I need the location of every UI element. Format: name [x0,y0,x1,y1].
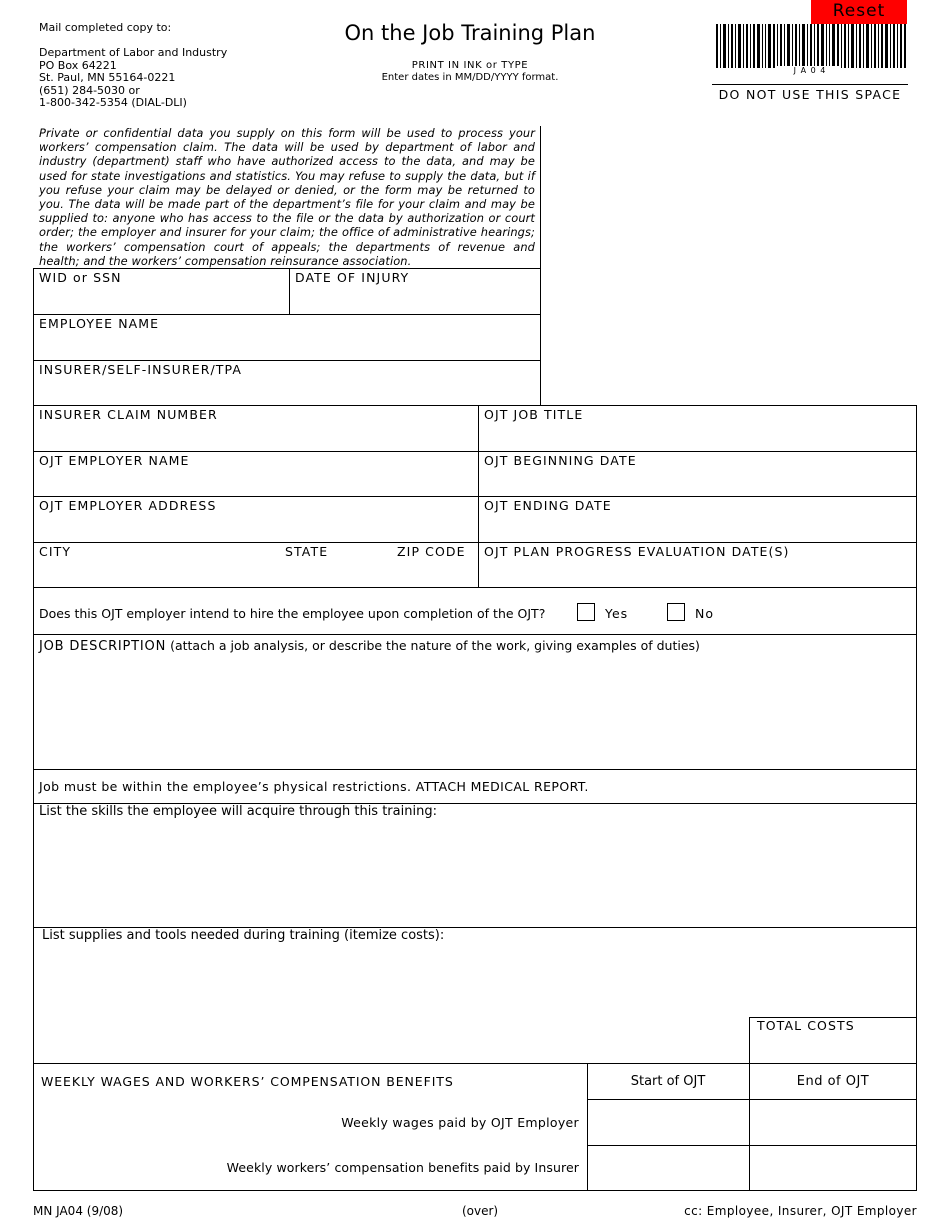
date-format-note: Enter dates in MM/DD/YYYY format. [381,72,559,83]
address-line: PO Box 64221 [39,58,117,72]
print-note: PRINT IN INK or TYPE [411,60,529,71]
address-line: (651) 284-5030 or [39,83,140,97]
city-field[interactable] [35,560,275,586]
ojt-job-title-field[interactable] [480,423,915,450]
date-of-injury-field[interactable] [291,286,538,313]
ojt-job-title-label: OJT JOB TITLE [484,407,584,422]
job-description-field[interactable] [35,652,915,767]
zip-code-field[interactable] [390,560,476,586]
rule [587,1099,917,1100]
rule [587,1145,917,1146]
ojt-employer-address-label: OJT EMPLOYER ADDRESS [39,498,217,513]
hire-question: Does this OJT employer intend to hire the employee upon completion of the OJT? [39,606,546,621]
ojt-beginning-date-label: OJT BEGINNING DATE [484,453,637,468]
barcode-text: J A 0 4 [793,66,827,75]
page-title: On the Job Training Plan [344,21,596,45]
weekly-benefits-label: Weekly workers’ compensation benefits paid by Insurer [226,1160,579,1175]
rule [33,769,917,770]
rule [33,587,34,1191]
hire-no-label: No [695,606,714,621]
state-label: STATE [285,544,329,559]
rule [540,126,541,406]
physical-restrictions-note: Job must be within the employee’s physical restrictions. ATTACH MEDICAL REPORT. [39,779,589,794]
address-line: St. Paul, MN 55164-0221 [39,71,176,84]
mail-to-label: Mail completed copy to: [39,21,172,34]
rule [916,405,917,1063]
ojt-beginning-date-field[interactable] [480,469,915,495]
insurer-field[interactable] [35,378,538,404]
employee-name-label: EMPLOYEE NAME [39,316,160,331]
total-costs-label: TOTAL COSTS [757,1018,855,1033]
rule [33,1063,917,1064]
weekly-benefits-end-field[interactable] [751,1147,915,1189]
weekly-wages-label: Weekly wages paid by OJT Employer [341,1115,579,1130]
weekly-benefits-start-field[interactable] [589,1147,747,1189]
wid-ssn-label: WID or SSN [39,270,122,285]
address-line: 1-800-342-5354 (DIAL-DLI) [39,96,187,109]
total-costs-field[interactable] [751,1034,915,1062]
cc-note: cc: Employee, Insurer, OJT Employer [684,1204,917,1218]
ojt-employer-name-label: OJT EMPLOYER NAME [39,453,190,468]
job-description-hint: (attach a job analysis, or describe the nature of the work, giving examples of duties) [166,638,700,653]
rule [33,542,917,543]
rule [33,587,917,588]
reset-button[interactable]: Reset [811,0,907,24]
rule [33,360,541,361]
start-of-ojt-header: Start of OJT [630,1074,706,1089]
insurer-claim-number-field[interactable] [35,423,476,450]
rule [289,268,290,315]
privacy-notice: Private or confidential data you supply on this form will be used to process your workers’ compensation claim. The data will be used by department of labor and industry (department) staff who have authorized access to the data, and may be used for state investigations and statistics. You may refuse to supply the data, but if you refuse your claim may be delayed or denied, or the form may be returned to you. The data will be made part of the department’s file for your claim and may be supplied to: anyone who has access to the file or the data by authorization or court order; the employer and insurer for your claim; the office of administrative hearings; the workers’ compensation court of appeals; the departments of revenue and health; and the workers’ compensation reinsurance association. [39,126,535,268]
address-line: Department of Labor and Industry [39,46,228,59]
date-of-injury-label: DATE OF INJURY [295,270,410,285]
barcode-divider [712,84,908,85]
hire-yes-label: Yes [605,606,629,621]
rule [33,314,541,315]
end-of-ojt-header: End of OJT [796,1074,870,1089]
ojt-employer-address-field[interactable] [35,514,476,541]
wid-ssn-field[interactable] [35,286,287,313]
rule [33,268,541,269]
rule [916,1063,917,1191]
job-description-title: JOB DESCRIPTION [39,639,167,654]
supplies-label: List supplies and tools needed during training (itemize costs): [42,928,445,943]
employee-name-field[interactable] [35,332,538,359]
ojt-progress-dates-label: OJT PLAN PROGRESS EVALUATION DATE(S) [484,544,790,559]
hire-no-checkbox[interactable] [667,603,685,621]
zip-code-label: ZIP CODE [397,544,466,559]
barcode-image [714,22,908,70]
rule [749,1017,750,1191]
ojt-ending-date-label: OJT ENDING DATE [484,498,612,513]
weekly-wages-end-field[interactable] [751,1101,915,1144]
mailing-address [39,47,227,110]
rule [33,451,917,452]
state-field[interactable] [280,560,380,586]
skills-label: List the skills the employee will acquire through this training: [39,804,437,819]
ojt-ending-date-field[interactable] [480,514,915,541]
city-label: CITY [39,544,72,559]
ojt-progress-dates-field[interactable] [480,560,915,586]
rule [33,405,917,406]
supplies-field[interactable] [35,946,745,1061]
insurer-claim-number-label: INSURER CLAIM NUMBER [39,407,218,422]
weekly-wages-start-field[interactable] [589,1101,747,1144]
hire-yes-checkbox[interactable] [577,603,595,621]
wages-heading: WEEKLY WAGES AND WORKERS’ COMPENSATION BENEFITS [41,1074,454,1089]
form-id: MN JA04 (9/08) [33,1204,124,1218]
do-not-use-label: DO NOT USE THIS SPACE [718,87,902,102]
insurer-label: INSURER/SELF-INSURER/TPA [39,362,243,377]
over-note: (over) [461,1204,499,1218]
rule [33,1190,917,1191]
rule [33,496,917,497]
ojt-employer-name-field[interactable] [35,469,476,495]
skills-field[interactable] [35,822,915,925]
